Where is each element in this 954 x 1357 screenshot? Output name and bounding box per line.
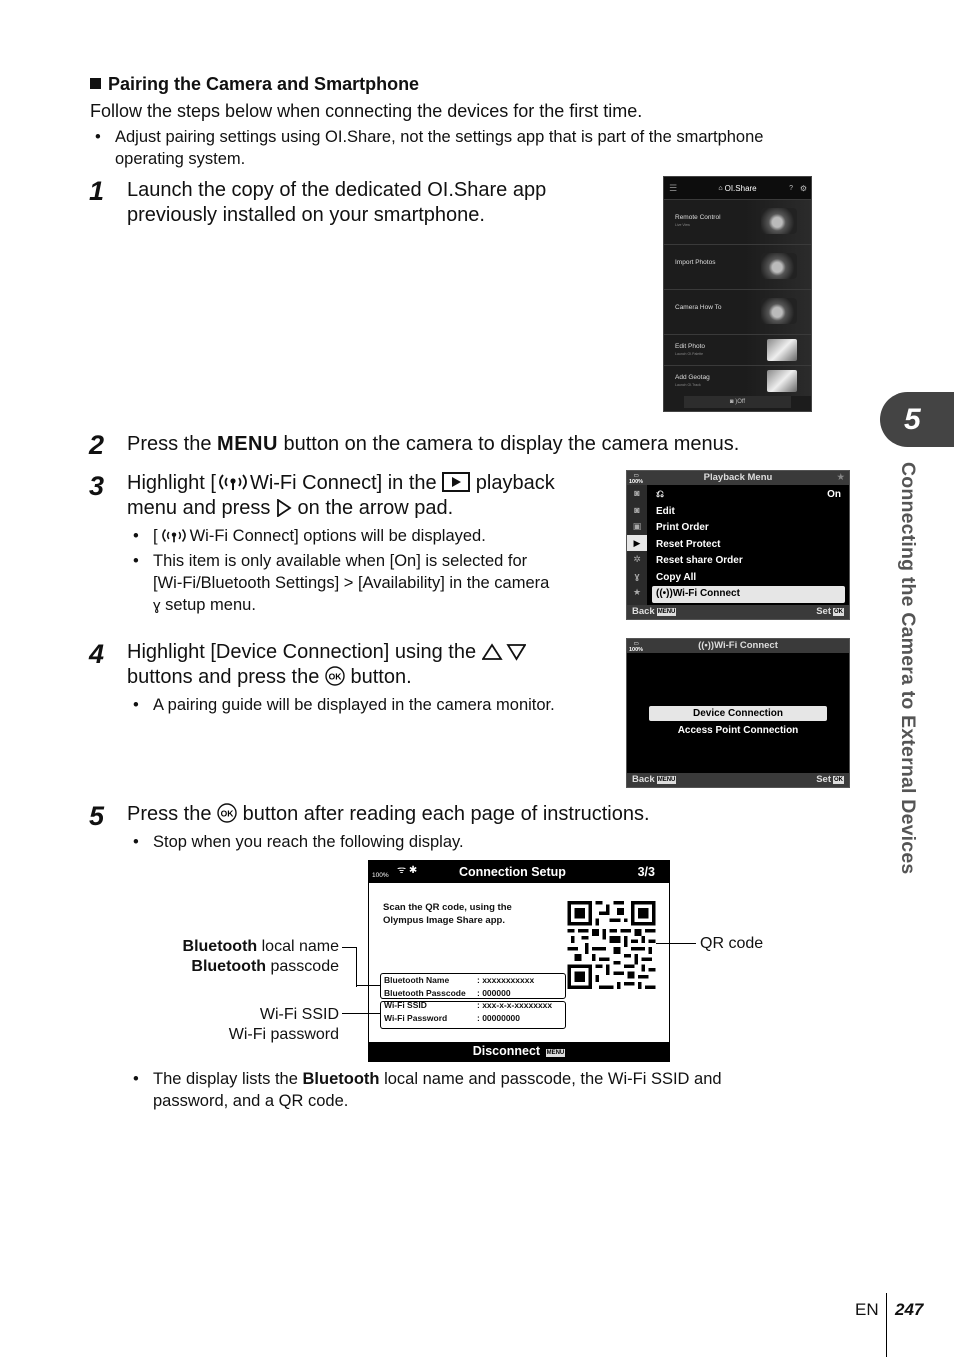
menu-tab-column — [627, 485, 647, 605]
shooting-menu-2-icon: ◙ — [634, 504, 640, 515]
battery-indicator: ▭ 100% — [629, 641, 644, 653]
playback-menu-icon: ▶ — [627, 535, 647, 552]
star-icon: ★ — [836, 472, 845, 483]
right-arrow-icon — [276, 499, 292, 517]
up-down-arrow-icon — [482, 643, 526, 661]
battery-indicator: ▭ 100% — [629, 473, 644, 485]
callout-leader-line — [342, 1013, 380, 1014]
wifi-connect-title-bar: ▭ 100% ((•))Wi-Fi Connect — [627, 639, 849, 653]
step-3-bullet-1: • [ Wi-Fi Connect] options will be displayed. — [133, 527, 486, 545]
menu-item-reset-protect: Reset Protect — [656, 538, 721, 550]
step-3-text: Highlight [ Wi-Fi Connect] in the playback menu and press on the arrow pad. — [127, 472, 555, 519]
photo-thumbnail — [767, 339, 797, 361]
ok-button-icon: OK — [834, 609, 843, 615]
menu-row-camera-how-to: Camera How To — [664, 289, 811, 334]
wifi-connect-icon: ((•)) — [656, 588, 673, 599]
language-label: EN — [855, 1300, 879, 1319]
callout-qr-code: QR code — [700, 935, 764, 952]
step-number: 5 — [89, 801, 105, 831]
menu-row-import-photos: Import Photos — [664, 244, 811, 289]
wifi-connect-icon — [216, 472, 250, 492]
connection-setup-header: 100% ᯤ ✱ Connection Setup 3/3 — [369, 861, 669, 883]
intro-text: Follow the steps below when connecting the devices for the first time. — [90, 101, 643, 121]
connection-status: ◙ )Off — [684, 396, 791, 408]
my-menu-icon: ★ — [632, 587, 642, 597]
menu-row-edit-photo: Edit Photo Launch OI.Palette — [664, 334, 811, 365]
footer-divider — [886, 1293, 887, 1357]
chapter-tab: 5 — [880, 392, 954, 447]
oi-share-logo-icon: ⌂ — [718, 184, 723, 192]
menu-button-icon: MENU — [657, 609, 676, 615]
menu-item-edit: Edit — [656, 505, 675, 517]
pairing-note: • Adjust pairing settings using OI.Share, not the settings app that is part of the smartphone operating system. — [95, 128, 764, 168]
wifi-connect-icon: ((•)) — [698, 640, 715, 651]
page-number: 247 — [895, 1300, 924, 1319]
step-5-text: Press the OK button after reading each page of instructions. — [127, 803, 650, 825]
help-icon: ? — [789, 184, 793, 192]
menu-row-remote-control: Remote Control Live View — [664, 199, 811, 244]
bluetooth-info-box: Bluetooth Name : xxxxxxxxxxx Bluetooth Passcode : 000000 — [380, 973, 566, 999]
wifi-connect-screen — [626, 638, 850, 788]
menu-button-label: MENU — [217, 433, 278, 455]
camera-image — [761, 208, 797, 234]
menu-item-copy-all: Copy All — [656, 571, 697, 583]
camera-image — [761, 298, 797, 324]
oi-share-app-screenshot — [663, 176, 812, 412]
step-4-text: Highlight [Device Connection] using the buttons and press the OK button. — [127, 640, 526, 690]
playback-menu-footer: Back MENU Set OK — [627, 605, 849, 619]
qr-code — [567, 901, 656, 989]
step-number: 3 — [89, 471, 105, 501]
callout-wifi-labels: Wi-Fi SSID Wi-Fi password — [228, 1006, 339, 1043]
app-header: ☰ ⌂ OI.Share ? ⚙ — [664, 177, 811, 199]
menu-item-wifi-connect: ((•))Wi-Fi Connect — [652, 586, 845, 603]
ok-button-icon: OK — [834, 777, 843, 783]
wifi-connect-footer: Back MENU Set OK — [627, 773, 849, 787]
menu-button-icon: MENU — [657, 777, 676, 783]
callout-leader-line — [357, 985, 380, 986]
menu-item-rotate: ⎌ On — [656, 489, 841, 500]
callout-leader-line — [342, 947, 357, 987]
playback-menu-items — [652, 487, 845, 603]
option-access-point-connection: Access Point Connection — [677, 725, 799, 736]
wrench-icon: ɣ — [153, 597, 161, 614]
ok-button-icon — [217, 803, 237, 823]
option-device-connection: Device Connection — [649, 706, 827, 721]
battery-indicator: 100% — [372, 872, 389, 879]
callout-leader-line — [656, 943, 696, 944]
camera-icon: ◙ — [729, 399, 734, 405]
menu-item-print-order: Print Order — [656, 522, 709, 533]
step-3-bullet-2: • This item is only available when [On] is selected for [Wi-Fi/Bluetooth Settings] > [Availability] in the camera ɣ setup menu. — [133, 552, 550, 614]
custom-menu-icon: ✲ — [633, 554, 641, 564]
connection-setup-screen — [368, 860, 670, 1062]
final-bullet: • The display lists the Bluetooth local name and passcode, the Wi-Fi SSID and password, and a QR code. — [133, 1070, 722, 1110]
video-menu-icon: ▣ — [632, 521, 642, 531]
camera-image — [761, 253, 797, 279]
wifi-icon: ) — [735, 399, 738, 405]
svg-text:OK: OK — [220, 808, 234, 819]
disconnect-bar: Disconnect MENU — [369, 1042, 669, 1061]
square-bullet-icon — [90, 78, 101, 89]
playback-menu-screen — [626, 470, 850, 620]
step-number: 2 — [89, 430, 105, 460]
wifi-bluetooth-icon: ᯤ ✱ — [397, 865, 418, 876]
callout-bluetooth-labels: Bluetooth local name Bluetooth passcode — [182, 938, 339, 975]
step-4-bullet: • A pairing guide will be displayed in the camera monitor. — [133, 696, 555, 714]
menu-button-icon: MENU — [546, 1050, 565, 1056]
step-5-bullet: • Stop when you reach the following display. — [133, 833, 464, 851]
menu-item-reset-share-order: Reset share Order — [656, 555, 743, 566]
hamburger-icon: ☰ — [669, 182, 678, 193]
playback-icon — [442, 472, 470, 492]
menu-row-add-geotag: Add Geotag Launch OI.Track — [664, 365, 811, 396]
ok-button-icon — [325, 666, 345, 686]
setup-menu-icon: ɣ — [634, 570, 640, 581]
step-number: 1 — [89, 176, 105, 206]
wifi-connect-icon — [158, 527, 190, 544]
section-heading: Pairing the Camera and Smartphone — [90, 74, 419, 95]
shooting-menu-1-icon: ◙ — [634, 488, 640, 498]
svg-text:OK: OK — [328, 671, 342, 682]
gear-icon: ⚙ — [799, 183, 807, 193]
step-1-text: Launch the copy of the dedicated OI.Share app previously installed on your smartphone. — [127, 179, 547, 226]
map-thumbnail — [767, 370, 797, 392]
chapter-title-vertical: Connecting the Camera to External Devices — [897, 462, 919, 875]
scan-instruction: Scan the QR code, using the Olympus Image Share app. — [383, 902, 512, 926]
wifi-info-box: Wi-Fi SSID : xxx-x-x-xxxxxxxx Wi-Fi Password : 00000000 — [380, 1001, 566, 1029]
step-number: 4 — [89, 639, 105, 669]
rotate-icon: ⎌ — [656, 489, 664, 500]
step-2-text: Press the MENU button on the camera to display the camera menus. — [127, 433, 740, 455]
playback-menu-title-bar: ▭ 100% Playback Menu ★ — [627, 471, 849, 485]
